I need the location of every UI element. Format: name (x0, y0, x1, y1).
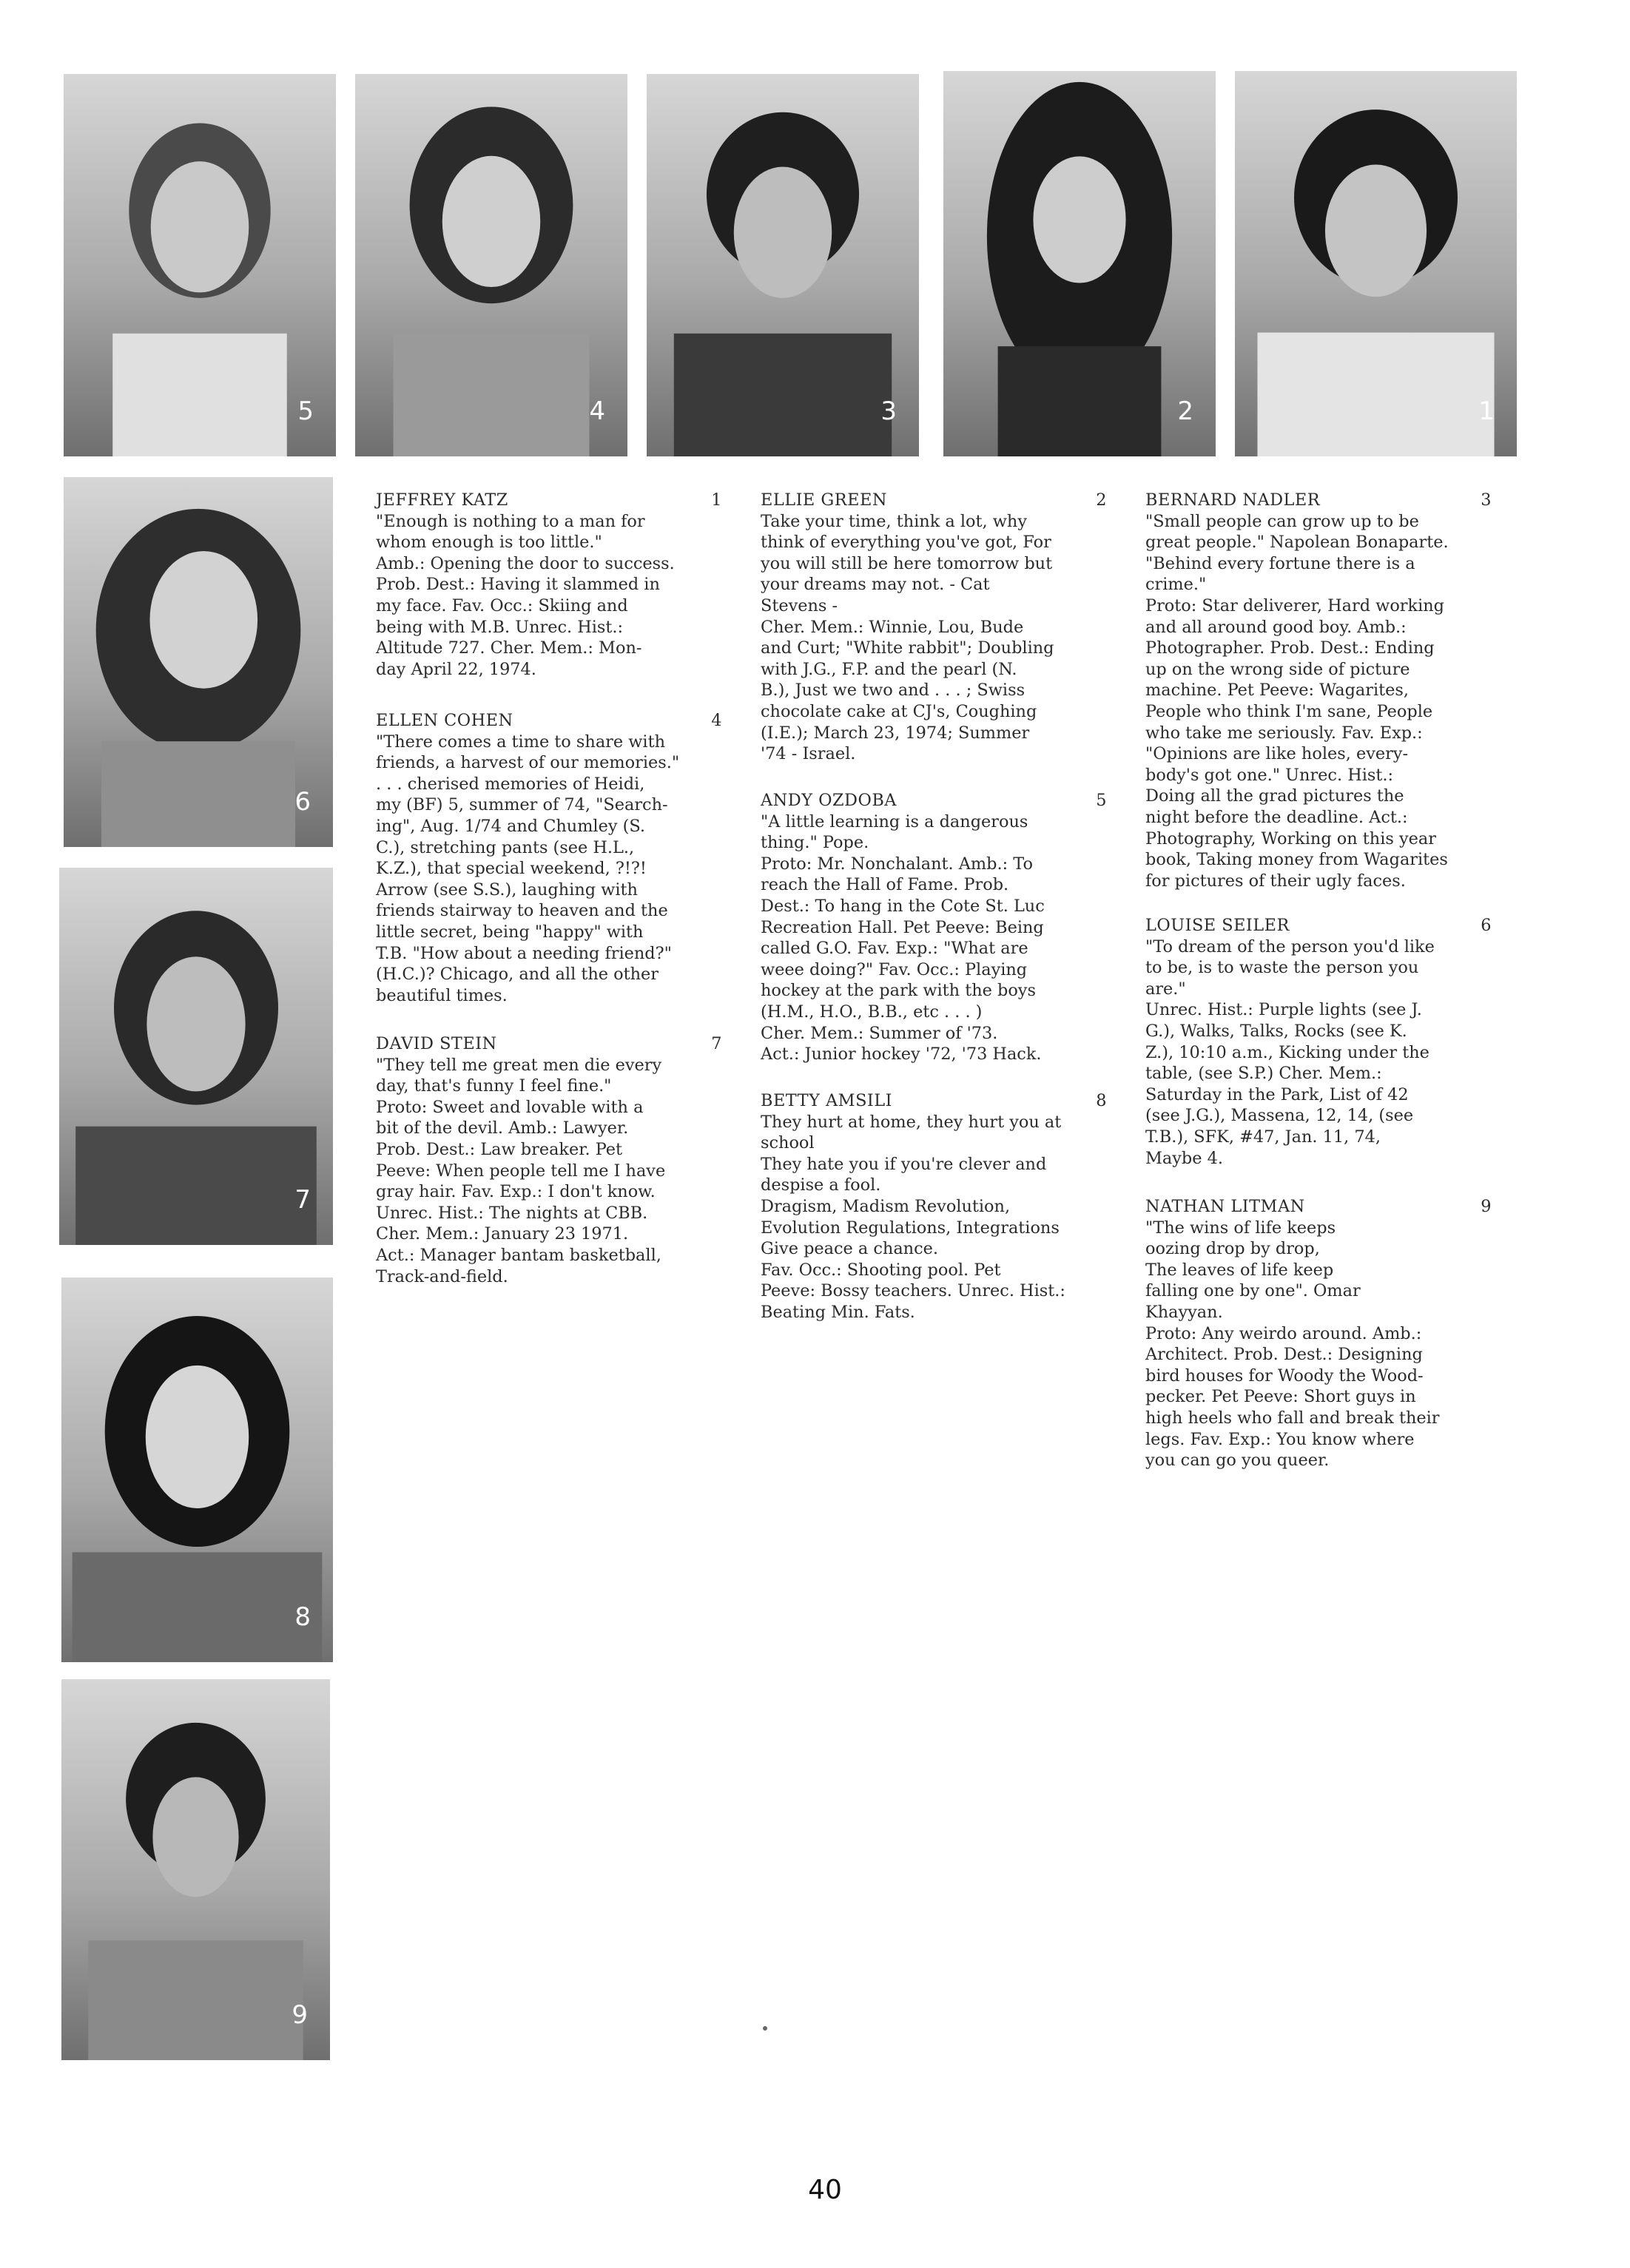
entry-text: Take your time, think a lot, why think of everything you've got, For you will still be here tomorrow but your dreams may not. - Cat Stevens - Cher. Mem.: Winnie, Lou, Bude and Curt; "White rabbit"; Doubling with J.G., F.P. and the pearl (N. B.), Just we two and . . . ; Swiss chocolate cake at CJ's, Coughing (I.E.); March 23, 1974; Summer '74 - Israel. (761, 511, 1054, 764)
portrait-5 (64, 74, 336, 456)
portrait-7 (59, 868, 333, 1245)
portrait-number: 2 (1177, 396, 1193, 426)
entry-betty-amsili (761, 1090, 1113, 1323)
portrait-number: 5 (297, 396, 314, 426)
entry-ellie-green (761, 490, 1113, 765)
entry-ellen-cohen (376, 710, 728, 1006)
entry-nathan-litman (1145, 1196, 1498, 1471)
entry-text: "Small people can grow up to be great people." Napolean Bonaparte. "Behind every fortune there is a crime." Proto: Star deliverer, Hard working and all around good boy. Amb.: Photographer. Prob. Dest.: Ending up on the wrong side of picture machine. Pet Peeve: Wagarites, People who think I'm sane, People who take me seriously. Fav. Exp.: "Opinions are like holes, every- body's got one." Unrec. Hist.: Doing all the grad pictures the night before the deadline. Act.: Photography, Working on this year book, Taking money from Wagarites for pictures of their ugly faces. (1145, 511, 1449, 891)
portrait-9 (61, 1679, 330, 2060)
entry-text: "They tell me great men die every day, that's funny I feel fine." Proto: Sweet and lovable with a bit of the devil. Amb.: Lawyer. Prob. Dest.: Law breaker. Pet Peeve: When people tell me I have gray hair. Fav. Exp.: I don't know. Unrec. Hist.: The nights at CBB. Cher. Mem.: January 23 1971. Act.: Manager bantam basketball, Track-and-field. (376, 1055, 666, 1286)
entry-name: ELLIE GREEN (761, 490, 887, 510)
entry-text: "To dream of the person you'd like to be, is to waste the person you are." Unrec. Hist.: Purple lights (see J. G.), Walks, Talks, Rocks (see K. Z.), 10:10 a.m., Kicking under the table, (see S.P.) Cher. Mem.: Saturday in the Park, List of 42 (see J.G.), Massena, 12, 14, (see T.B.), SFK, #47, Jan. 11, 74, Maybe 4. (1145, 936, 1435, 1168)
entry-name: ELLEN COHEN (376, 711, 513, 730)
portrait-3 (647, 74, 919, 456)
portrait-number: 9 (292, 2000, 308, 2030)
portrait-1 (1235, 71, 1517, 456)
entry-number: 7 (711, 1034, 722, 1053)
entry-name: DAVID STEIN (376, 1034, 497, 1053)
entry-name: BETTY AMSILI (761, 1091, 892, 1110)
stray-mark (763, 2026, 767, 2031)
entry-name: BERNARD NADLER (1145, 490, 1321, 510)
entry-bernard-nadler (1145, 490, 1498, 891)
entry-name: ANDY OZDOBA (761, 791, 897, 810)
entry-louise-seiler (1145, 915, 1498, 1169)
entry-name: JEFFREY KATZ (376, 490, 508, 510)
portrait-6 (64, 477, 333, 847)
page-number: 40 (808, 2175, 842, 2205)
portrait-4 (355, 74, 627, 456)
entry-name: NATHAN LITMAN (1145, 1197, 1305, 1216)
entry-number: 5 (1096, 791, 1107, 810)
entry-number: 8 (1096, 1091, 1107, 1110)
entry-number: 6 (1481, 916, 1492, 935)
entry-number: 4 (711, 711, 722, 730)
portrait-number: 4 (589, 396, 605, 426)
portrait-2 (943, 71, 1216, 456)
entry-text: "Enough is nothing to a man for whom enough is too little." Amb.: Opening the door to success. Prob. Dest.: Having it slammed in my face. Fav. Occ.: Skiing and being with M.B. Unrec. Hist.: Altitude 727. Cher. Mem.: Mon- day April 22, 1974. (376, 511, 675, 679)
entry-number: 2 (1096, 490, 1107, 510)
portrait-number: 1 (1478, 396, 1495, 426)
entry-text: They hurt at home, they hurt you at school They hate you if you're clever and despise a fool. Dragism, Madism Revolution, Evolution Regulations, Integrations Give peace a chance. Fav. Occ.: Shooting pool. Pet Peeve: Bossy teachers. Unrec. Hist.: Beating Min. Fats. (761, 1112, 1065, 1322)
entry-number: 1 (711, 490, 722, 510)
entry-text: "There comes a time to share with friends, a harvest of our memories." . . . cherised memories of Heidi, my (BF) 5, summer of 74, "Search- ing", Aug. 1/74 and Chumley (S. C.), stretching pants (see H.L., K.Z.), that special weekend, ?!?! Arrow (see S.S.), laughing with friends stairway to heaven and the little secret, being "happy" with T.B. "How about a needing friend?" (H.C.)? Chicago, and all the other beautiful times. (376, 732, 680, 1005)
entry-text: "The wins of life keeps oozing drop by drop, The leaves of life keep falling one by one". Omar Khayyan. Proto: Any weirdo around. Amb.: Architect. Prob. Dest.: Designing bird houses for Woody the Wood- pecker. Pet Peeve: Short guys in high heels who fall and break their legs. Fav. Exp.: You know where you can go you queer. (1145, 1218, 1440, 1471)
entry-david-stein (376, 1033, 728, 1287)
entry-name: LOUISE SEILER (1145, 916, 1290, 935)
portrait-number: 6 (294, 787, 311, 817)
portrait-number: 8 (294, 1602, 311, 1632)
portrait-number: 3 (880, 396, 897, 426)
entry-number: 9 (1481, 1197, 1492, 1216)
entry-jeffrey-katz (376, 490, 728, 680)
entry-text: "A little learning is a dangerous thing." Pope. Proto: Mr. Nonchalant. Amb.: To reach the Hall of Fame. Prob. Dest.: To hang in the Cote St. Luc Recreation Hall. Pet Peeve: Being called G.O. Fav. Exp.: "What are weee doing?" Fav. Occ.: Playing hockey at the park with the boys (H.M., H.O., B.B., etc . . . ) Cher. Mem.: Summer of '73. Act.: Junior hockey '72, '73 Hack. (761, 811, 1045, 1064)
portrait-number: 7 (294, 1185, 311, 1215)
entry-andy-ozdoba (761, 790, 1113, 1065)
portrait-8 (61, 1278, 333, 1662)
entry-number: 3 (1481, 490, 1492, 510)
